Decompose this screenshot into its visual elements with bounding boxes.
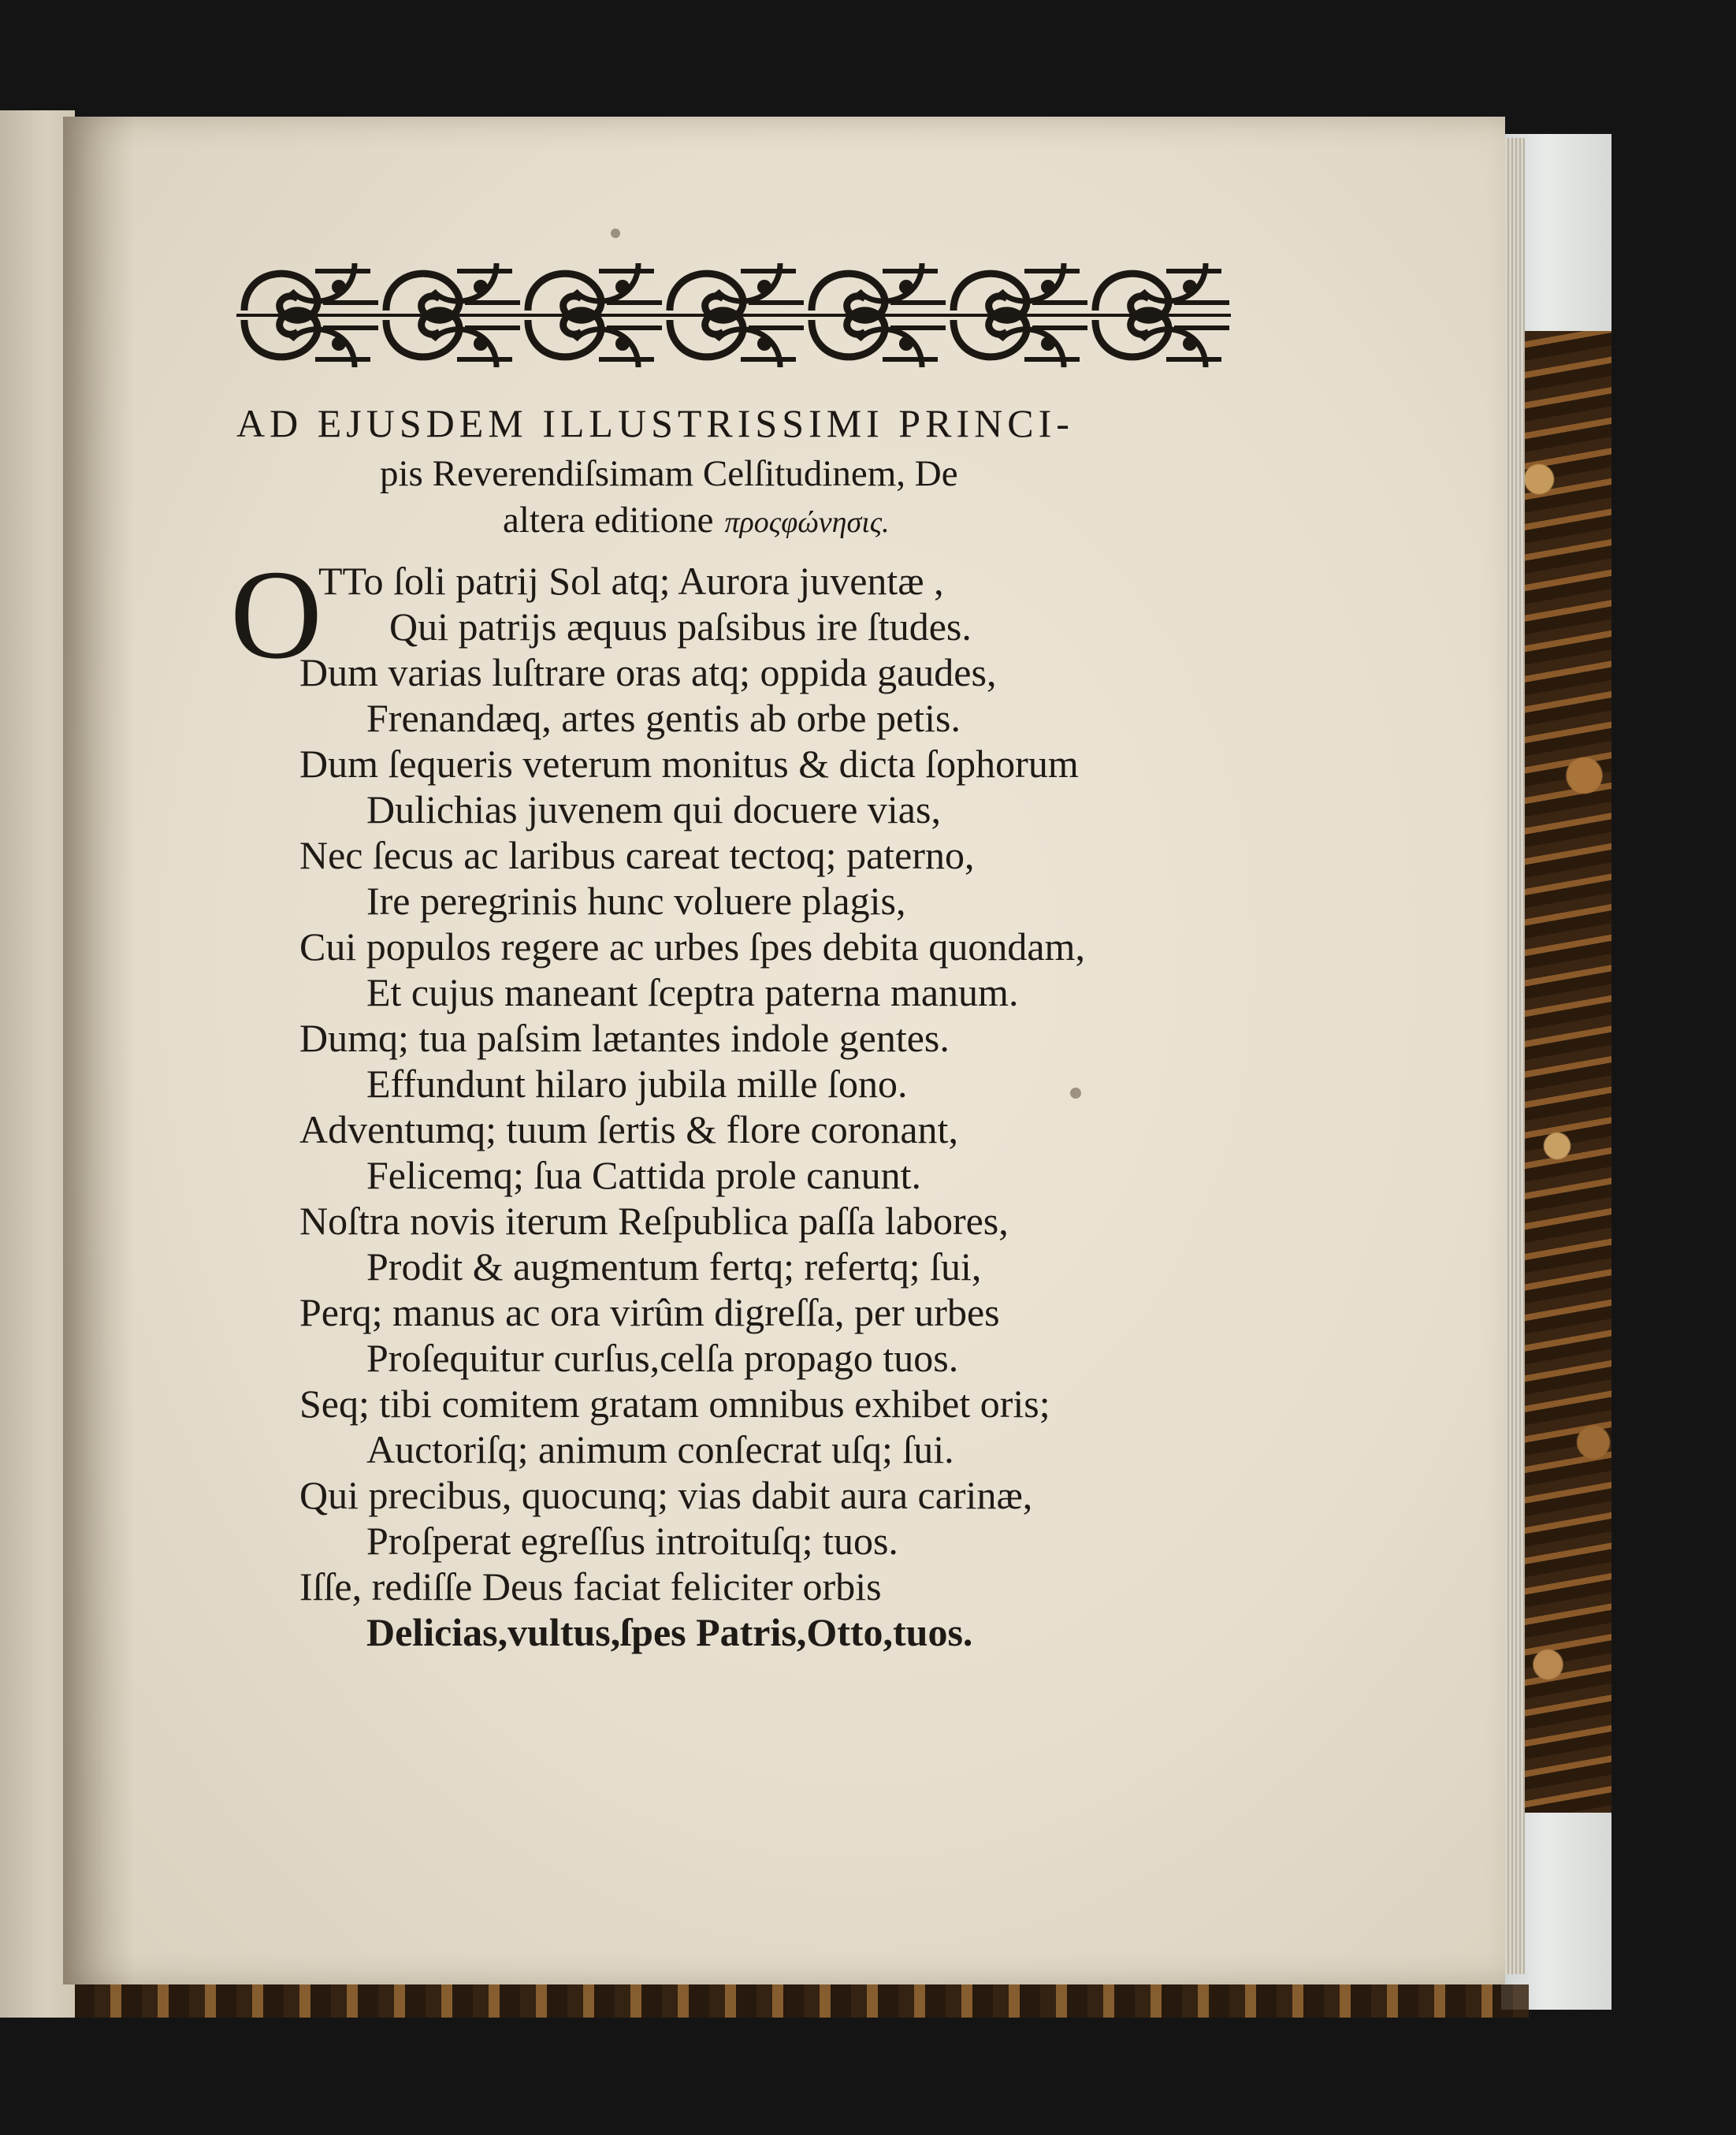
poem-line: Effundunt hilaro jubila mille ſono. xyxy=(366,1062,908,1106)
poem-line: Auctoriſq; animum conſecrat uſq; ſui. xyxy=(366,1427,954,1471)
poem-line: Proſperat egreſſus introituſq; tuos. xyxy=(366,1519,898,1563)
poem-line: Qui patrijs æquus paſsibus ire ſtudes. xyxy=(389,604,972,649)
paper-speck xyxy=(1070,1088,1081,1099)
gutter-shadow xyxy=(63,117,134,1984)
title-line-2: pis Reverendiſsimam Celſitudinem, De xyxy=(380,453,958,494)
poem-line: Cui populos regere ac urbes ſpes debita quondam, xyxy=(299,924,1085,969)
poem-line: Nec ſecus ac laribus careat tectoq; paterno, xyxy=(299,833,975,877)
poem-line: Frenandæq, artes gentis ab orbe petis. xyxy=(366,696,961,740)
title-line-3 xyxy=(503,499,890,541)
poem-line: Ire peregrinis hunc voluere plagis, xyxy=(366,879,906,923)
poem-line: Perq; manus ac ora virûm digreſſa, per urbes xyxy=(299,1290,1000,1334)
poem-line: Felicemq; ſua Cattida prole canunt. xyxy=(366,1153,921,1197)
poem-line: Prodit & augmentum fertq; refertq; ſui, xyxy=(366,1244,982,1289)
poem-line: Dulichias juvenem qui docuere vias, xyxy=(366,787,941,831)
paper-speck xyxy=(611,229,620,238)
drop-capital: O xyxy=(230,545,322,686)
title-line-1: AD EJUSDEM ILLUSTRISSIMI PRINCI- xyxy=(236,401,1074,445)
poem-line: Noſtra novis iterum Reſpublica paſſa labores, xyxy=(299,1199,1009,1243)
ornamental-headpiece xyxy=(236,254,1231,377)
marbled-bottom-edge xyxy=(47,1984,1529,2018)
poem-line: Delicias,vultus,ſpes Patris,Otto,tuos. xyxy=(366,1610,973,1654)
poem-line: Proſequitur curſus,celſa propago tuos. xyxy=(366,1336,959,1380)
poem-line: Dum ſequeris veterum monitus & dicta ſophorum xyxy=(299,742,1079,786)
poem-line: TTo ſoli patrij Sol atq; Aurora juventæ , xyxy=(318,559,944,603)
poem-line: Iſſe, rediſſe Deus faciat feliciter orbis xyxy=(299,1564,882,1609)
title-line-3-greek: προςφώνησις. xyxy=(724,506,890,539)
poem-line: Seq; tibi comitem gratam omnibus exhibet oris; xyxy=(299,1382,1050,1426)
marbled-endpaper xyxy=(1521,331,1611,1813)
poem-line: Adventumq; tuum ſertis & flore coronant, xyxy=(299,1107,958,1151)
poem-line: Qui precibus, quocunq; vias dabit aura carinæ, xyxy=(299,1473,1033,1517)
title-line-3-latin: altera editione xyxy=(503,500,714,541)
poem-line: Dum varias luſtrare oras atq; oppida gaudes, xyxy=(299,650,997,694)
poem-line: Et cujus maneant ſceptra paterna manum. xyxy=(366,970,1019,1014)
poem-line: Dumq; tua paſsim lætantes indole gentes. xyxy=(299,1016,950,1060)
